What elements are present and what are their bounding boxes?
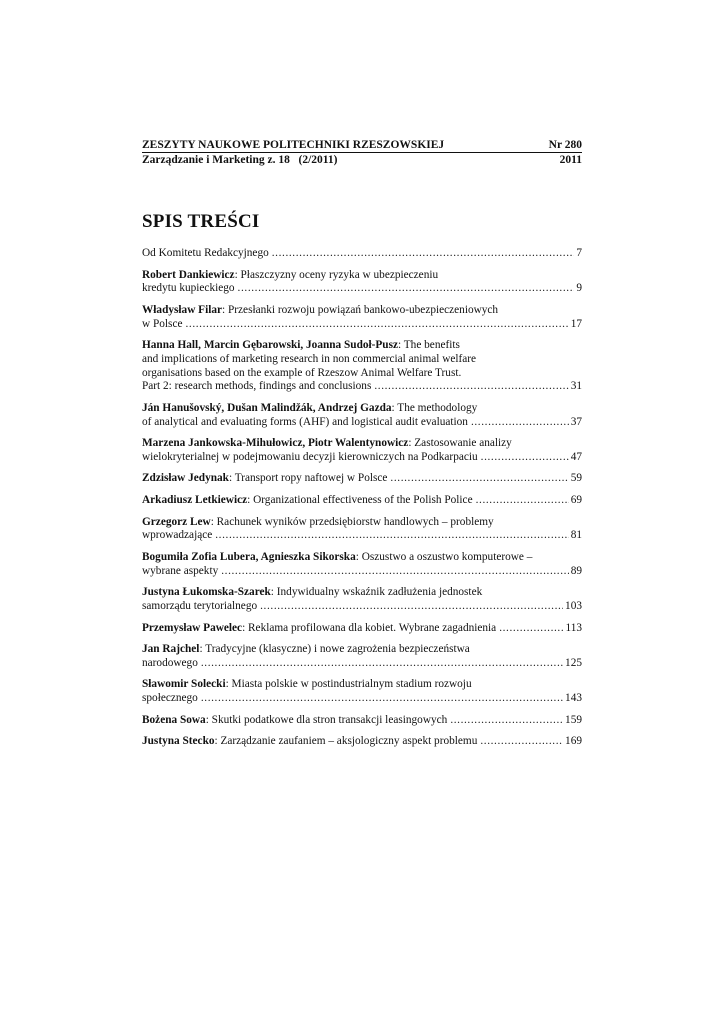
toc-entry-line [142,678,582,692]
toc-entry[interactable] [142,247,582,261]
journal-year: 2011 [559,154,582,166]
toc-entry-last-line [142,472,582,486]
toc-entry-title-part: społecznego [142,692,198,705]
toc-entry-title-part: : Tradycyjne (klasyczne) i nowe zagrożenia bezpieczeństwa [199,643,470,656]
journal-series-title: ZESZYTY NAUKOWE POLITECHNIKI RZESZOWSKIEJ [142,139,445,151]
toc-entry-page-number: 113 [565,621,582,634]
dot-leader [390,472,568,486]
toc-entry-title-part: organisations based on the example of Rzeszow Animal Welfare Trust. [142,366,462,379]
toc-entry[interactable] [142,678,582,705]
dot-leader [481,451,569,465]
toc-entry-title-part: kredytu kupieckiego [142,282,235,295]
toc-entry-text [142,451,481,465]
journal-number: Nr 280 [548,139,582,151]
toc-entry-text [142,494,476,508]
toc-entry-title-part: : Rachunek wyników przedsiębiorstw handlowych – problemy [210,515,494,528]
toc-entry-title-part: wielokryterialnej w podejmowaniu decyzji kierowniczych na Podkarpaciu [142,450,478,463]
document-page [142,138,582,757]
dot-leader [201,692,563,706]
toc-entry-author: Władysław Filar [142,303,223,316]
toc-entry[interactable] [142,735,582,749]
toc-entry-line [142,367,582,381]
toc-entry-author: Jan Rajchel [142,643,200,656]
toc-entry-text [142,622,499,636]
toc-entry-last-line [142,600,582,614]
toc-entry-title-part: wprowadzające [142,529,213,542]
toc-entry-title-part: : Reklama profilowana dla kobiet. Wybrane zagadnienia [242,621,497,634]
toc-entry-title-part: : Przesłanki rozwoju powiązań bankowo-ubezpieczeniowych [222,303,499,316]
toc-entry-page-number: 143 [565,692,582,705]
dot-leader [450,714,563,728]
toc-entry-author: Bogumiła Zofia Lubera, Agnieszka Sikorska [142,550,356,563]
toc-entry-text [142,565,221,579]
toc-entry-author: Arkadiusz Letkiewicz [142,494,248,507]
dot-leader [215,529,568,543]
toc-entry-last-line [142,416,582,430]
toc-entry-text [142,247,272,261]
toc-entry-title-part: : Zastosowanie analizy [408,437,512,450]
toc-entry[interactable] [142,551,582,578]
toc-entry-line [142,586,582,600]
toc-entry-last-line [142,451,582,465]
dot-leader [499,622,563,636]
toc-entry-line [142,437,582,451]
toc-entry-author: Justyna Stecko [142,735,215,748]
toc-entry-line [142,304,582,318]
dot-leader [221,565,568,579]
toc-entry-text [142,692,201,706]
toc-entry-page-number: 37 [570,415,582,428]
toc-entry[interactable] [142,622,582,636]
toc-entry-text [142,657,201,671]
journal-header-row [142,138,582,153]
toc-entry-title-part: : Oszustwo a oszustwo komputerowe – [355,550,533,563]
toc-entry-title-part: Od Komitetu Redakcyjnego [142,247,269,259]
toc-entry-last-line [142,622,582,636]
toc-entry-title-part: narodowego [142,656,198,669]
toc-entry-title-part: wybrane aspekty [142,564,219,577]
toc-entry-last-line [142,529,582,543]
dot-leader [476,494,569,508]
toc-entry[interactable] [142,437,582,464]
dot-leader [260,600,563,614]
toc-entry-page-number: 59 [570,472,582,485]
toc-entry-text [142,282,238,296]
toc-entry-author: Ján Hanušovský, Dušan Malindžák, Andrzej Gazda [142,401,392,414]
toc-entry-author: Grzegorz Lew [142,515,211,528]
toc-entry-author: Sławomir Solecki [142,678,226,691]
dot-leader [374,380,568,394]
toc-entry-text [142,472,390,486]
toc-entry-title-part: : Skutki podatkowe dla stron transakcji leasingowych [205,713,448,726]
toc-heading: SPIS TREŚCI [142,211,260,232]
toc-entry-text [142,416,471,430]
toc-entry-title-part: : Płaszczyzny oceny ryzyka w ubezpieczeniu [234,268,439,281]
dot-leader [272,247,575,261]
toc-entry-last-line [142,735,582,749]
toc-entry-text [142,714,450,728]
toc-entry-text [142,600,260,614]
toc-entry-author: Justyna Łukomska-Szarek [142,586,271,599]
toc-entry[interactable] [142,472,582,486]
toc-entry-page-number: 9 [576,282,582,295]
toc-entry-line [142,551,582,565]
toc-entry-title-part: and implications of marketing research in non commercial animal welfare [142,352,477,365]
toc-entry-page-number: 47 [570,450,582,463]
toc-entry-title-part: Part 2: research methods, findings and conclusions [142,380,372,393]
toc-entry-last-line [142,318,582,332]
toc-entry-title-part: : Zarządzanie zaufaniem – aksjologiczny aspekt problemu [214,735,478,748]
toc-entry-title-part: : The methodology [391,401,478,414]
toc-entry-author: Zdzisław Jedynak [142,472,229,485]
toc-entry-author: Przemysław Pawelec [142,621,243,634]
toc-entry-page-number: 159 [565,713,582,726]
toc-entry-line [142,353,582,367]
toc-entry-page-number: 31 [570,380,582,393]
toc-entry-last-line [142,565,582,579]
toc-entry-title-part: of analytical and evaluating forms (AHF) and logistical audit evaluation [142,415,468,428]
toc-entry-page-number: 169 [565,735,582,748]
toc-entry-line [142,643,582,657]
journal-subseries: Zarządzanie i Marketing z. 18 (2/2011) [142,154,338,166]
journal-subheader-row [142,153,582,167]
toc-entry-last-line [142,714,582,728]
toc-entry-author: Hanna Hall, Marcin Gębarowski, Joanna Sudoł-Pusz [142,339,399,352]
toc-entry-title-part: : Miasta polskie w postindustrialnym stadium rozwoju [225,678,472,691]
toc-entry-author: Robert Dankiewicz [142,268,235,281]
toc-entry-line [142,402,582,416]
toc-entry-title-part: w Polsce [142,317,183,330]
toc-entry[interactable] [142,643,582,670]
dot-leader [471,416,569,430]
toc-entry-text [142,529,215,543]
toc-entry-author: Bożena Sowa [142,713,206,726]
toc-entry-page-number: 17 [570,317,582,330]
toc-entry-last-line [142,494,582,508]
toc-entry-text [142,318,185,332]
toc-entry-author: Marzena Jankowska-Mihułowicz, Piotr Walentynowicz [142,437,409,450]
toc-entry-page-number: 89 [570,564,582,577]
toc-entry-line [142,516,582,530]
toc-entry-page-number: 125 [565,656,582,669]
toc-entry-page-number: 7 [576,247,582,259]
toc-entry-text [142,735,480,749]
dot-leader [480,735,563,749]
toc-entry[interactable] [142,494,582,508]
toc-entry-page-number: 69 [570,494,582,507]
toc-entry-last-line [142,247,582,261]
toc-entry[interactable] [142,714,582,728]
toc-entry-title-part: samorządu terytorialnego [142,599,258,612]
toc-entry-last-line [142,692,582,706]
dot-leader [238,282,575,296]
toc-entry-page-number: 103 [565,599,582,612]
dot-leader [201,657,563,671]
toc-entry-title-part: : Organizational effectiveness of the Polish Police [247,494,473,507]
toc-entry-title-part: : Transport ropy naftowej w Polsce [228,472,388,485]
toc-entry-line [142,339,582,353]
toc-entry-last-line [142,657,582,671]
dot-leader [185,318,568,332]
toc-entry-text [142,380,374,394]
toc-entry[interactable] [142,304,582,331]
toc-entry-last-line [142,282,582,296]
toc-entry[interactable] [142,402,582,429]
table-of-contents [142,247,582,749]
toc-entry-last-line [142,380,582,394]
toc-entry-title-part: : Indywidualny wskaźnik zadłużenia jednostek [270,586,483,599]
toc-entry[interactable] [142,339,582,394]
toc-entry[interactable] [142,586,582,613]
toc-entry-page-number: 81 [570,529,582,542]
toc-entry[interactable] [142,516,582,543]
toc-entry[interactable] [142,269,582,296]
toc-entry-title-part: : The benefits [398,339,460,352]
toc-entry-line [142,269,582,283]
